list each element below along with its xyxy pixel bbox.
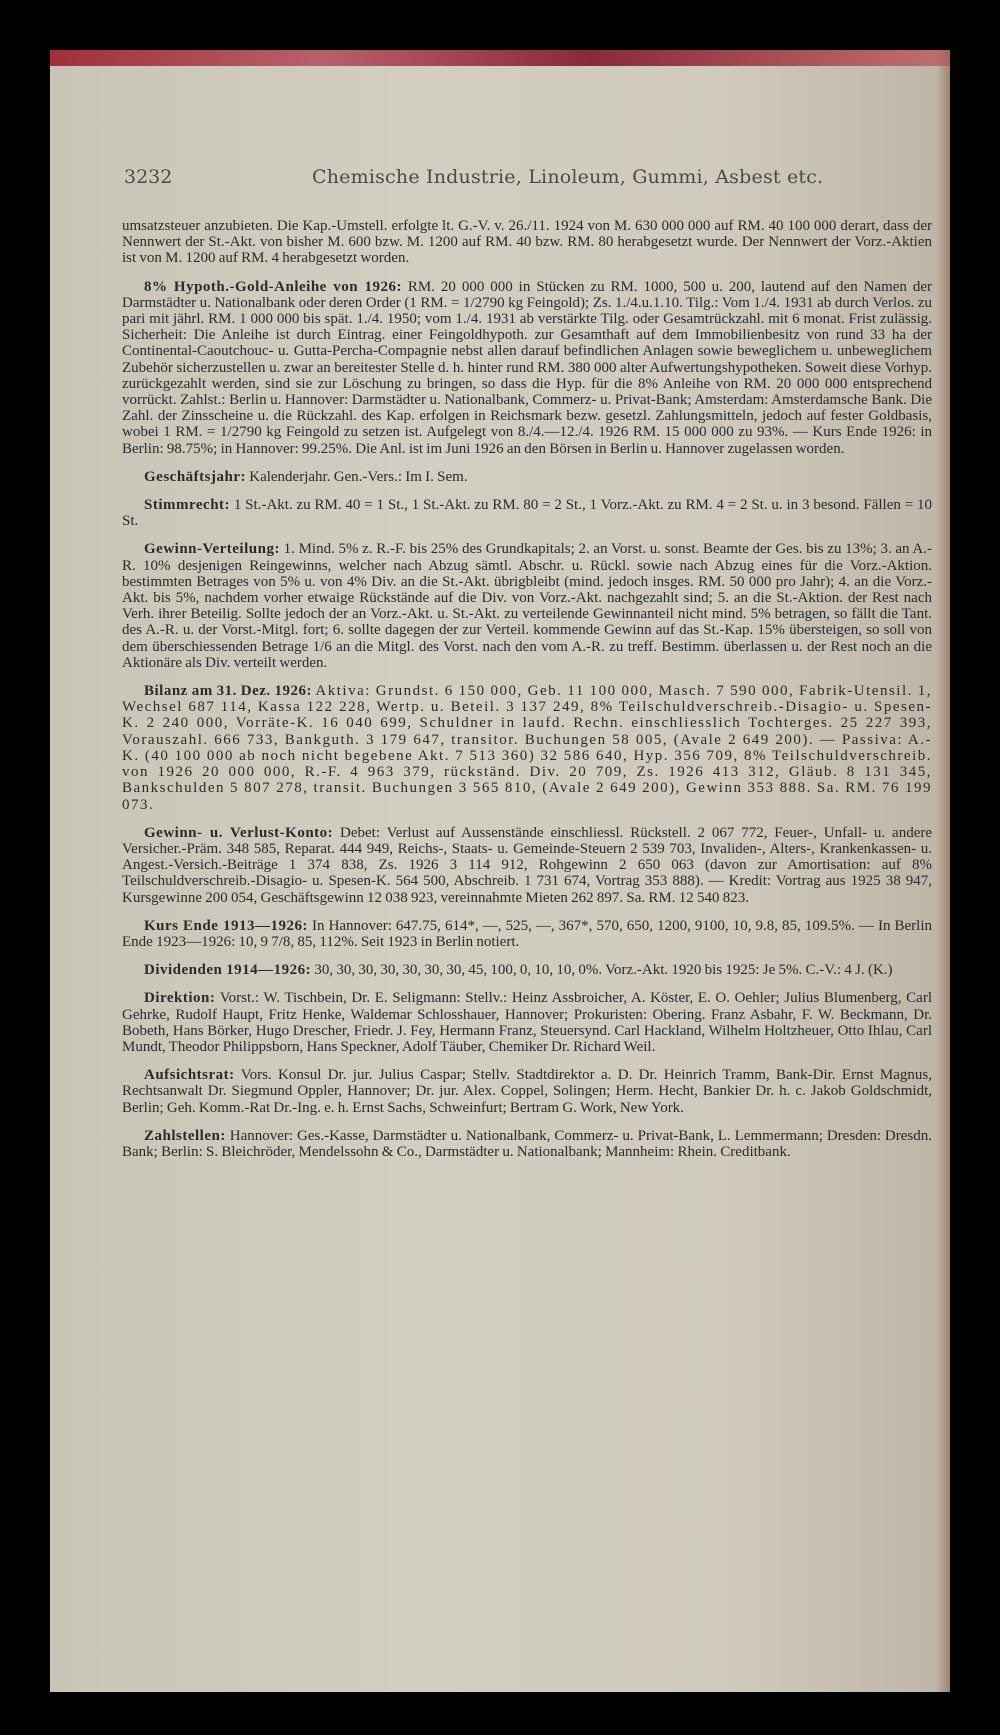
paragraph-text: Hannover: Ges.-Kasse, Darmstädter u. Nationalbank, Commerz- u. Privat-Bank, L. Lemmermann; Dresden: Dresdn. Bank; Berlin: S. Bleichröder, Mendelssohn & Co., Darmstädter u. Nationalbank; Mannheim: Rhein. Creditbank. [122,1127,933,1160]
paragraph-lead: Aufsichtsrat: [144,1067,235,1084]
paragraph-lead: Bilanz am 31. Dez. 1926: [144,683,313,700]
paragraph-text: Debet: Verlust auf Aussenstände einschliessl. Rückstell. 2 067 772, Feuer-, Unfall- u. andere Versicher.-Präm. 348 585, Reparat. 444 949, Reichs-, Staats- u. Gemeinde-Steuern 2 539 703, Invaliden-, Alters-, Krankenkassen- u. Angest.-Versich.-Beiträge 1 374 838, Zs. 1926 3 114 912, Rohgewinn 2 650 063 (davon zur Amortisation: auf 8% Teilschuldverschreib.-Disagio- u. Spesen-K. 564 500, Abschreib. 1 731 674, Vortrag 353 888). — Kredit: Vortrag aus 1925 38 947, Kursgewinne 200 054, Geschäftsgewinn 12 038 923, vereinnahmte Mieten 262 897. Sa. RM. 12 540 823. [122,824,933,906]
paragraph-lead: Gewinn- u. Verlust-Konto: [144,824,334,841]
paragraph-lead: Stimmrecht: [144,497,231,514]
paragraph-profit-distribution [122,541,932,671]
paragraph-capital-conversion [122,218,932,267]
paragraph-text: 1. Mind. 5% z. R.-F. bis 25% des Grundkapitals; 2. an Vorst. u. sonst. Beamte der Ges. bis zu 13%; 3. an A.-R. 10% desjenigen Reingewinns, welcher nach Abzug sämtl. Abschr. u. Rückl. sowie nach Abzug eines für die Vorz.-Aktion. bestimmten Betrages von 5% u. von 4% Div. an die St.-Akt. übrigbleibt (mind. jedoch insges. RM. 50 000 pro Jahr); 4. an die Vorz.-Akt. bis 5%, nachdem vorher etwaige Rückstände auf die Div. von Vorz.-Akt. nachgezahlt sind; 5. an die St.-Aktion. der Rest nach Verh. ihrer Beteilig. Sollte jedoch der an Vorz.-Akt. u. St.-Akt. zu verteilende Gewinnanteil nicht mind. 5% betragen, so fällt die Tant. des A.-R. u. der Vorst.-Mitgl. fort; 6. sollte dagegen der zur Verteil. kommende Gewinn auf das St.-Kap. 15% übersteigen, so soll von dem überschiessenden Betrage 1/6 an die Mitgl. des Vorst. nach den vom A.-R. zu treff. Bestimm. überlassen u. der Rest noch an die Aktionäre als Div. verteilt werden. [122,541,932,671]
paragraph-text: 30, 30, 30, 30, 30, 30, 30, 45, 100, 0, 10, 10, 0%. Vorz.-Akt. 1920 bis 1925: Je 5%. C.-V.: 4 J. (K.) [314,962,893,979]
paragraph-lead: Dividenden 1914—1926: [144,962,312,979]
paragraph-lead: 8% Hypoth.-Gold-Anleihe von 1926: [144,278,402,295]
running-title: Chemische Industrie, Linoleum, Gummi, Asbest etc. [312,166,824,188]
paragraph-balance-sheet [122,683,932,813]
paragraph-share-prices [122,918,932,950]
paragraph-text: In Hannover: 647.75, 614*, —, 525, —, 367*, 570, 650, 1200, 9100, 10, 9.8, 85, 109.5%. — In Berlin Ende 1923—1926: 10, 9 7/8, 85, 112%. Seit 1923 in Berlin notiert. [122,917,932,950]
paragraph-text: Vors. Konsul Dr. jur. Julius Caspar; Stellv. Stadtdirektor a. D. Dr. Heinrich Tramm, Bank-Dir. Ernst Magnus, Rechtsanwalt Dr. Siegmund Oppler, Hannover; Dr. jur. Alex. Coppel, Solingen; Herm. Hecht, Bankier Dr. h. c. Jakob Goldschmidt, Berlin; Geh. Komm.-Rat Dr.-Ing. e. h. Ernst Sachs, Schweinfurt; Bertram G. Work, New York. [122,1067,932,1116]
paragraph-dividends [122,962,932,978]
paragraph-lead: Kurs Ende 1913—1926: [144,917,308,934]
paragraph-supervisory-board [122,1067,932,1116]
paragraph-voting-rights [122,497,932,529]
paragraph-lead: Gewinn-Verteilung: [144,541,280,558]
paragraph-paying-agents [122,1128,932,1160]
paragraph-text: umsatzsteuer anzubieten. Die Kap.-Umstell. erfolgte lt. G.-V. v. 26./11. 1924 von M. 630 000 000 auf RM. 40 100 000 derart, dass der Nennwert der St.-Akt. von bisher M. 600 bzw. M. 1200 auf RM. 40 bzw. RM. 80 herabgesetzt wurde. Der Nennwert der Vorz.-Aktien ist von M. 1200 auf RM. 4 herabgesetzt worden. [122,218,932,267]
paragraph-gold-bond [122,279,932,457]
paragraph-text: RM. 20 000 000 in Stücken zu RM. 1000, 500 u. 200, lautend auf den Namen der Darmstädter u. Nationalbank oder deren Order (1 RM. = 1/2790 kg Feingold); Zs. 1./4.u.1.10. Tilg.: Vom 1./4. 1931 ab durch Verlos. zu pari mit jährl. RM. 1 000 000 bis spät. 1./4. 1950; vom 1./4. 1931 ab verstärkte Tilg. oder Gesamtrückzahl. mit 6 monat. Frist zulässig. Sicherheit: Die Anleihe ist durch Eintrag. einer Feingoldhypoth. zur Gesamthaft auf dem Immobilienbesitz von rund 33 ha der Continental-Caoutchouc- u. Gutta-Percha-Compagnie nebst allen darauf befindlichen Anlagen sowie beweglichem u. unbeweglichem Zubehör sicherzustellen u. zwar an bereitester Stelle d. h. hinter rund RM. 380 000 alter Aufwertungshypotheken. Soweit diese Vorhyp. zurückgezahlt werden, sind sie zur Löschung zu bringen, so dass die Hyp. für die 8% Anleihe von RM. 20 000 000 entsprechend vorrückt. Zahlst.: Berlin u. Hannover: Darmstädter u. Nationalbank, Commerz- u. Privat-Bank; Amsterdam: Amsterdamsche Bank. Die Zahl. der Zinsscheine u. die Rückzahl. des Kap. erfolgen in Reichsmark bezw. gesetzl. Zahlungsmitteln, jedoch auf fester Goldbasis, wobei 1 RM. = 1/2790 kg Feingold zu setzen ist. Aufgelegt von 8./4.—12./4. 1926 RM. 15 000 000 zu 93%. — Kurs Ende 1926: in Berlin: 98.75%; in Hannover: 99.25%. Die Anl. ist im Juni 1926 an den Börsen in Berlin u. Hannover zugelassen worden. [122,278,932,457]
paragraph-profit-loss [122,825,932,906]
page-number: 3232 [124,166,173,188]
paragraph-fiscal-year [122,469,932,485]
scanned-page [50,50,950,1692]
paragraph-text: Vorst.: W. Tischbein, Dr. E. Seligmann: Stellv.: Heinz Assbroicher, A. Köster, E. O. Oehler; Julius Blumenberg, Carl Gehrke, Rudolf Haupt, Fritz Henke, Waldemar Schlosshauer, Hannover; Prokuristen: Obering. Franz Asbahr, F. W. Beckmann, Dr. Bobeth, Hans Börker, Hugo Drescher, Friedr. J. Fey, Hermann Franz, Steuersynd. Carl Hackland, Wilhelm Holtzheuer, Otto Ihlau, Carl Mundt, Theodor Philippsborn, Hans Speckner, Adolf Täuber, Chemiker Dr. Richard Weil. [122,990,932,1055]
paragraph-lead: Direktion: [144,990,216,1007]
paragraph-management [122,990,932,1055]
page-edge-shadow [936,50,950,1692]
paragraph-lead: Geschäftsjahr: [144,468,246,485]
cover-edge-strip [50,50,950,66]
paragraph-text: Kalenderjahr. Gen.-Vers.: Im I. Sem. [249,468,468,485]
text-body [122,218,932,1172]
paragraph-text: Aktiva: Grundst. 6 150 000, Geb. 11 100 000, Masch. 7 590 000, Fabrik-Utensil. 1, Wechsel 687 114, Kassa 122 228, Wertp. u. Beteil. 3 137 249, 8% Teilschuldverschreib.-Disagio- u. Spesen-K. 2 240 000, Vorräte-K. 16 040 699, Schuldner in laufd. Rechn. einschliesslich Tochterges. 25 227 393, Vorauszahl. 666 733, Bankguth. 3 179 647, transitor. Buchungen 58 005, (Avale 2 649 200). — Passiva: A.-K. (40 100 000 ab noch nicht begebene Akt. 7 513 360) 32 586 640, Hyp. 356 709, 8% Teilschuldverschreib. von 1926 20 000 000, R.-F. 4 963 379, rückständ. Div. 20 709, Zs. 1926 413 312, Gläub. 8 131 345, Bankschulden 5 807 278, transit. Buchungen 3 565 810, (Avale 2 649 200), Gewinn 353 888. Sa. RM. 76 199 073. [122,683,932,813]
paragraph-lead: Zahlstellen: [144,1127,226,1144]
paragraph-text: 1 St.-Akt. zu RM. 40 = 1 St., 1 St.-Akt. zu RM. 80 = 2 St., 1 Vorz.-Akt. zu RM. 4 = 2 St. u. in 3 besond. Fällen = 10 St. [122,497,932,530]
